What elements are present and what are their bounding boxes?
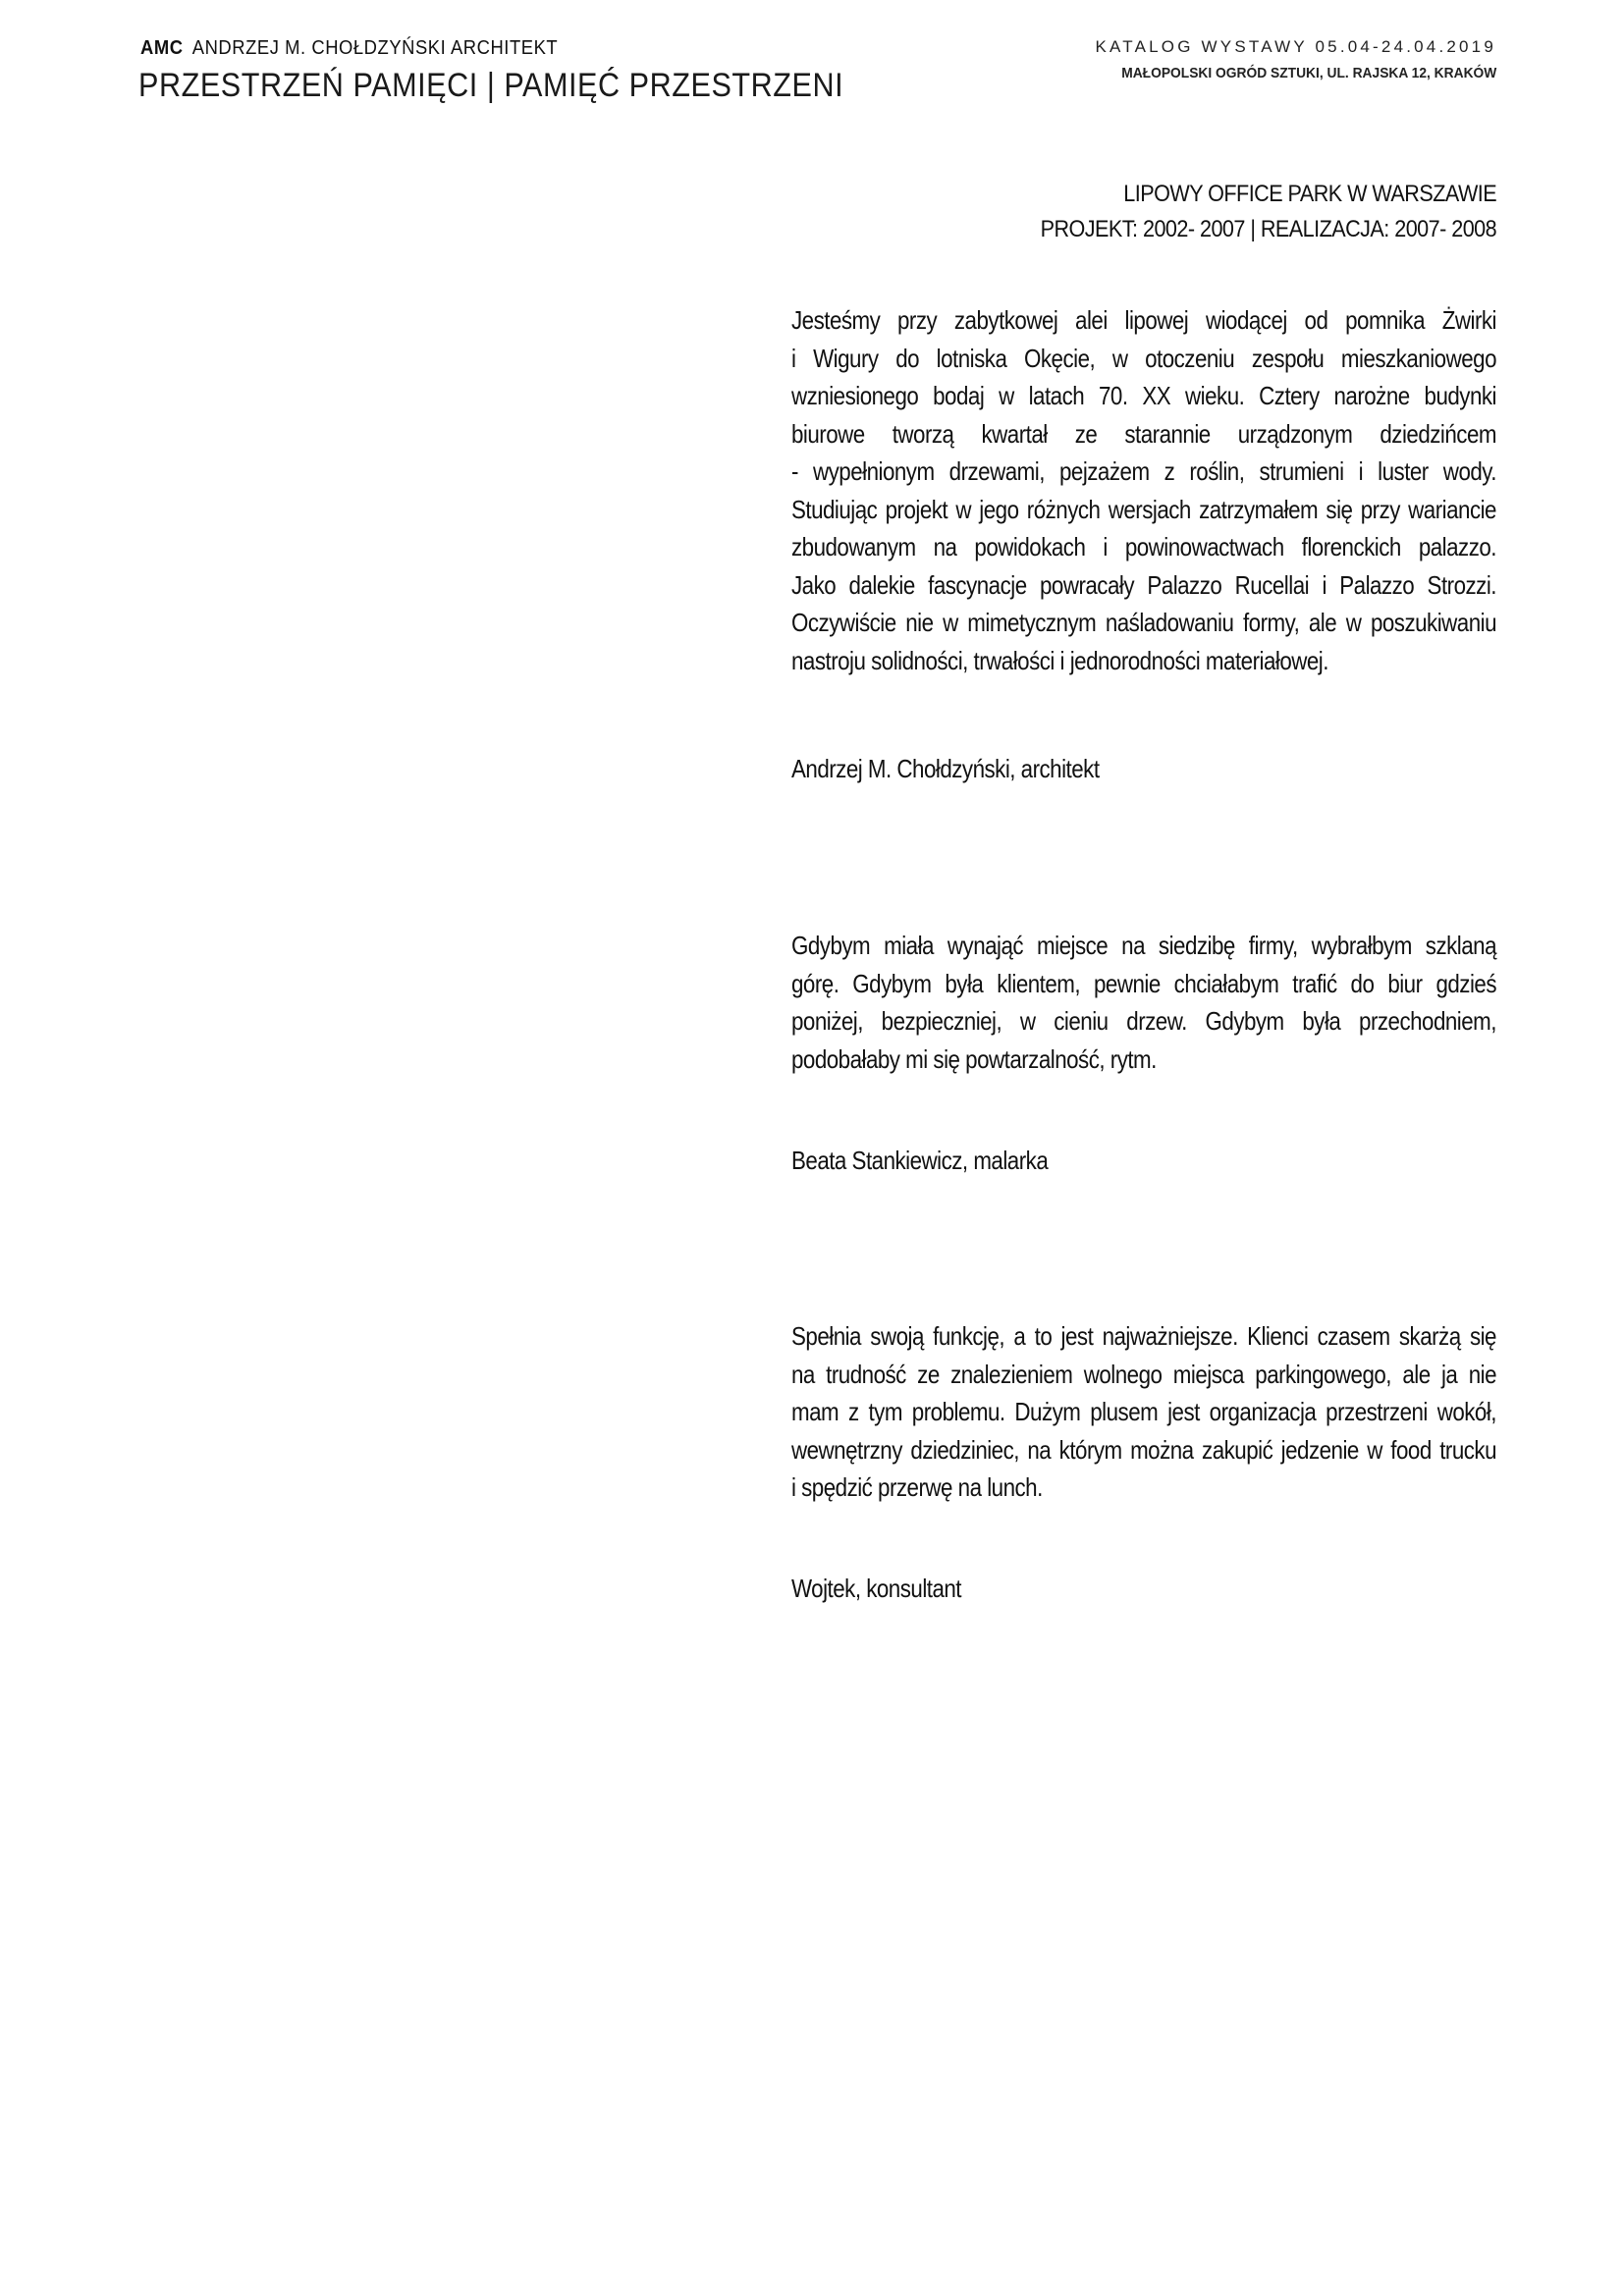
quote-line: Studiując projekt w jego różnych wersjach zatrzymałem się przy wariancie <box>791 494 1496 524</box>
quote-line: - wypełnionym drzewami, pejzażem z roślin, strumieni i luster wody. <box>791 456 1496 486</box>
quote-line: wewnętrzny dziedziniec, na którym można zakupić jedzenie w food trucku <box>791 1434 1496 1465</box>
quote-line: mam z tym problemu. Dużym plusem jest organizacja przestrzeni wokół, <box>791 1397 1496 1426</box>
venue-line: MAŁOPOLSKI OGRÓD SZTUKI, UL. RAJSKA 12, KRAKÓW <box>1120 65 1496 81</box>
project-title: LIPOWY OFFICE PARK W WARSZAWIE <box>1123 181 1496 207</box>
quote-line: nastroju solidności, trwałości i jednorodności materiałowej. <box>791 645 1328 675</box>
quote-author: Beata Stankiewicz, malarka <box>791 1146 1049 1175</box>
quote-line: i Wigury do lotniska Okęcie, w otoczeniu zespołu mieszkaniowego <box>791 343 1496 373</box>
quote-line: na trudność ze znalezieniem wolnego miejsca parkingowego, ale ja nie <box>791 1359 1496 1389</box>
page-header <box>0 0 1624 137</box>
exhibition-title: PRZESTRZEŃ PAMIĘCI | PAMIĘĆ PRZESTRZENI <box>138 67 844 104</box>
quote-architect <box>791 301 1496 679</box>
quote-painter <box>791 927 1496 1078</box>
project-dates: PROJEKT: 2002- 2007 | REALIZACJA: 2007- 2008 <box>1040 216 1496 242</box>
brand-name: ANDRZEJ M. CHOŁDZYŃSKI ARCHITEKT <box>191 37 559 59</box>
quote-consultant <box>791 1317 1496 1507</box>
quote-line: Jako dalekie fascynacje powracały Palazzo Rucellai i Palazzo Strozzi. <box>791 569 1496 600</box>
quote-line: Gdybym miała wynająć miejsce na siedzibę firmy, wybrałbym szklaną <box>791 931 1496 960</box>
brand-mark: AMC <box>140 37 184 59</box>
quote-line: biurowe tworzą kwartał ze starannie urządzonym dziedzińcem <box>791 418 1496 449</box>
quote-line: Oczywiście nie w mimetycznym naśladowaniu formy, ale w poszukiwaniu <box>791 608 1496 637</box>
quote-line: poniżej, bezpieczniej, w cieniu drzew. Gdybym była przechodniem, <box>791 1006 1496 1036</box>
quote-text <box>791 927 1496 1078</box>
quote-line: podobałaby mi się powtarzalność, rytm. <box>791 1043 1157 1074</box>
quote-text <box>791 1317 1496 1507</box>
quote-author: Andrzej M. Chołdzyński, architekt <box>791 754 1100 783</box>
quote-text <box>791 301 1496 679</box>
quote-line: Jesteśmy przy zabytkowej alei lipowej wiodącej od pomnika Żwirki <box>791 305 1496 335</box>
quote-line: górę. Gdybym była klientem, pewnie chciałabym trafić do biur gdzieś <box>791 968 1496 998</box>
brand-line <box>140 37 558 60</box>
quote-line: i spędzić przerwę na lunch. <box>791 1472 1043 1502</box>
catalog-line: KATALOG WYSTAWY 05.04-24.04.2019 <box>1095 37 1496 56</box>
quote-line: wzniesionego bodaj w latach 70. XX wieku. Cztery narożne budynki <box>791 381 1496 410</box>
quote-line: zbudowanym na powidokach i powinowactwach florenckich palazzo. <box>791 532 1496 561</box>
quote-author: Wojtek, konsultant <box>791 1574 962 1603</box>
project-heading <box>990 177 1496 247</box>
quote-line: Spełnia swoją funkcję, a to jest najważniejsze. Klienci czasem skarżą się <box>791 1321 1496 1351</box>
